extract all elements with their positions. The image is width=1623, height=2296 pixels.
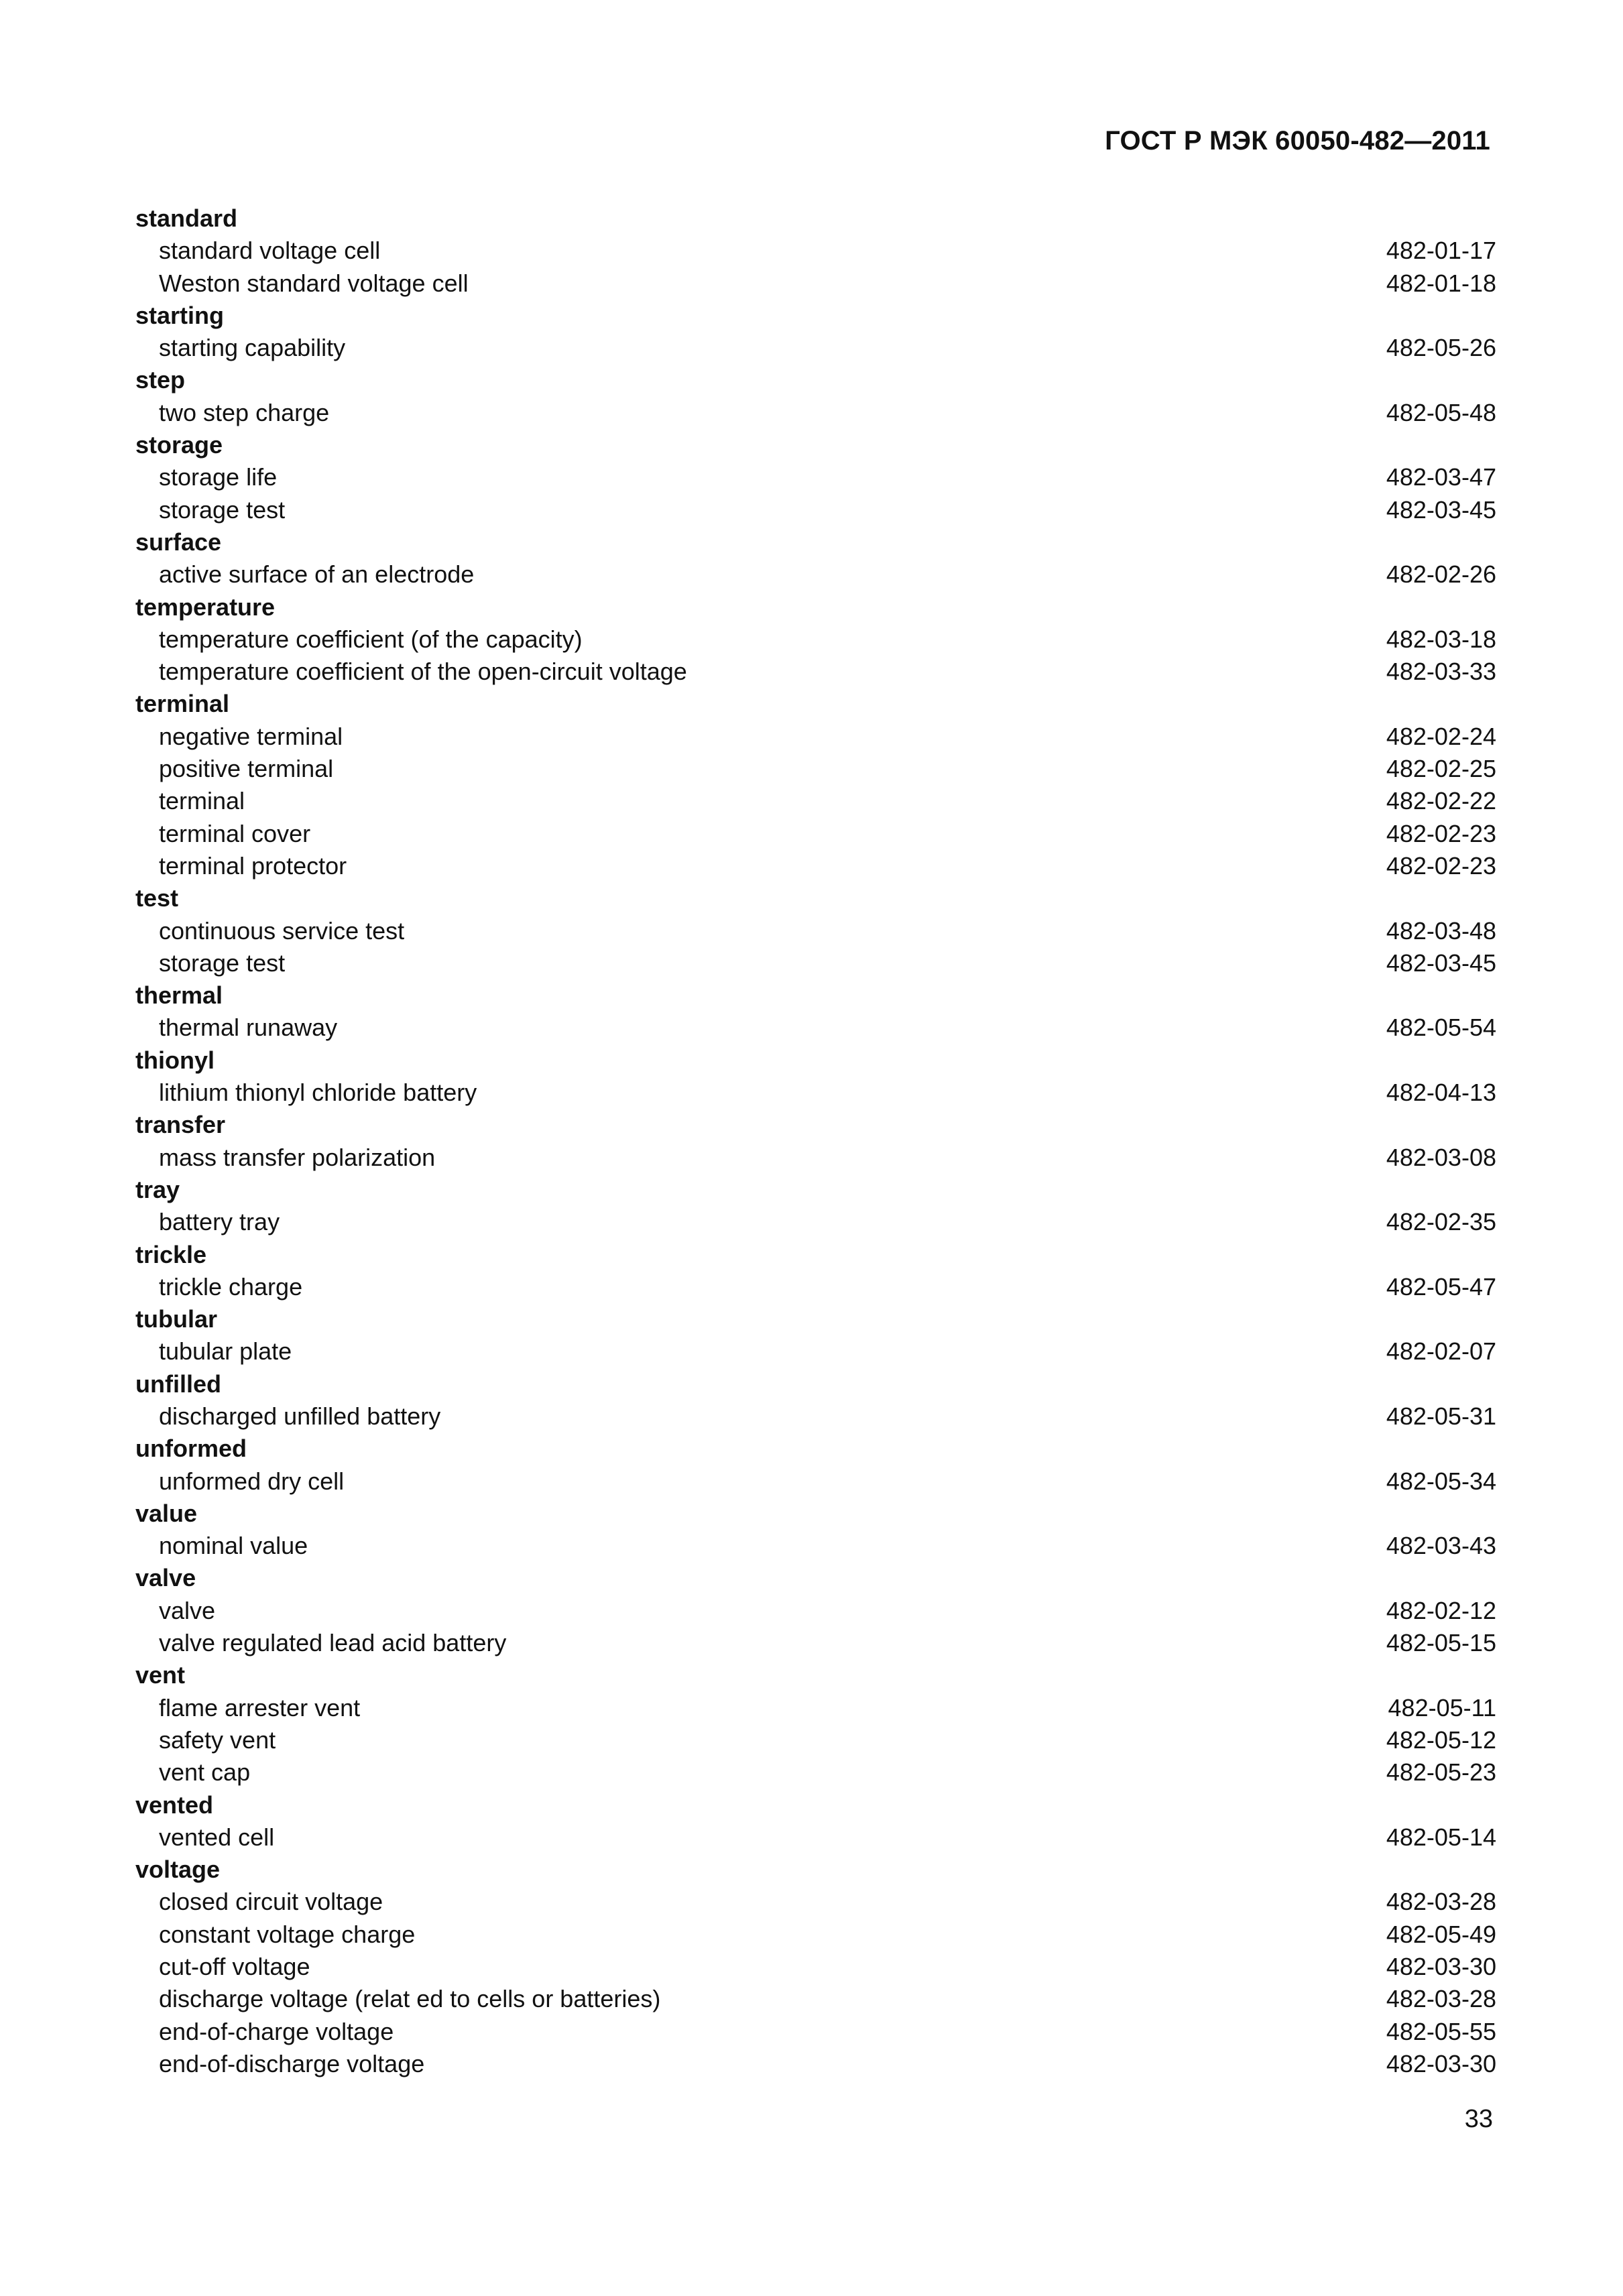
entry-term: thermal runaway [159, 1014, 338, 1042]
index-group [135, 1854, 1496, 2080]
entry-reference-number: 482-03-45 [1386, 495, 1496, 524]
index-entry [135, 1724, 1496, 1756]
index-group [135, 429, 1496, 526]
index-entry [135, 818, 1496, 850]
entry-term: starting capability [159, 334, 346, 362]
index-entry [135, 1756, 1496, 1789]
index-heading: transfer [135, 1111, 226, 1139]
index-heading: standard [135, 204, 238, 232]
entry-reference-number: 482-03-30 [1386, 1953, 1496, 1981]
document-header: ГОСТ Р МЭК 60050-482—2011 [1105, 126, 1490, 156]
index-entry [135, 461, 1496, 493]
entry-reference-number: 482-05-49 [1386, 1920, 1496, 1948]
index-entry [135, 1983, 1496, 2015]
entry-reference-number: 482-05-47 [1386, 1272, 1496, 1301]
entry-reference-number: 482-03-30 [1386, 2049, 1496, 2077]
entry-reference-number: 482-05-11 [1388, 1693, 1496, 1721]
entry-reference-number: 482-02-26 [1386, 560, 1496, 589]
index-entry [135, 267, 1496, 300]
entry-term: valve [159, 1596, 216, 1624]
index-entry [135, 1271, 1496, 1303]
index-group [135, 202, 1496, 300]
entry-reference-number: 482-05-12 [1386, 1726, 1496, 1754]
index-group [135, 1109, 1496, 1174]
index-entry [135, 785, 1496, 817]
entry-reference-number: 482-05-34 [1386, 1467, 1496, 1495]
entry-term: nominal value [159, 1532, 308, 1560]
index-group [135, 1562, 1496, 1659]
index-heading: step [135, 366, 186, 394]
index-group [135, 688, 1496, 882]
entry-term: end-of-charge voltage [159, 2017, 394, 2045]
entry-term: standard voltage cell [159, 237, 381, 265]
entry-term: valve regulated lead acid battery [159, 1629, 507, 1657]
entry-term: terminal [159, 787, 245, 815]
entry-term: vent cap [159, 1758, 251, 1787]
entry-term: safety vent [159, 1726, 276, 1754]
entry-reference-number: 482-05-31 [1386, 1402, 1496, 1430]
entry-reference-number: 482-05-15 [1386, 1629, 1496, 1657]
index-entry [135, 1530, 1496, 1562]
entry-term: storage test [159, 949, 286, 977]
index-entry [135, 1692, 1496, 1724]
entry-reference-number: 482-03-47 [1386, 463, 1496, 491]
entry-reference-number: 482-02-23 [1386, 851, 1496, 880]
entry-reference-number: 482-05-55 [1386, 2017, 1496, 2045]
index-group [135, 882, 1496, 979]
entry-reference-number: 482-05-54 [1386, 1014, 1496, 1042]
index-entry [135, 558, 1496, 591]
entry-reference-number: 482-01-18 [1386, 269, 1496, 297]
entry-term: terminal protector [159, 851, 347, 880]
index-heading: vent [135, 1661, 186, 1689]
index-heading: surface [135, 528, 222, 556]
index-entry [135, 2048, 1496, 2080]
entry-reference-number: 482-02-35 [1386, 1208, 1496, 1236]
index-entry [135, 1821, 1496, 1854]
entry-reference-number: 482-03-43 [1386, 1532, 1496, 1560]
index-entry [135, 397, 1496, 429]
index-entry [135, 1400, 1496, 1433]
entry-term: battery tray [159, 1208, 280, 1236]
index-entry [135, 656, 1496, 688]
index-heading: terminal [135, 690, 230, 718]
index-heading: trickle [135, 1240, 207, 1268]
index-entry [135, 1886, 1496, 1918]
entry-reference-number: 482-03-18 [1386, 625, 1496, 653]
index-heading: thermal [135, 981, 223, 1010]
index-entry [135, 1335, 1496, 1368]
index-entry [135, 1595, 1496, 1627]
entry-reference-number: 482-02-24 [1386, 722, 1496, 750]
entry-term: unformed dry cell [159, 1467, 345, 1495]
index-heading: starting [135, 301, 225, 329]
entry-term: closed circuit voltage [159, 1888, 383, 1916]
entry-term: two step charge [159, 398, 330, 426]
index-group [135, 526, 1496, 591]
index-entry [135, 623, 1496, 656]
index-entry [135, 1142, 1496, 1174]
entry-reference-number: 482-05-14 [1386, 1823, 1496, 1851]
entry-term: cut-off voltage [159, 1953, 310, 1981]
entry-reference-number: 482-02-25 [1386, 755, 1496, 783]
index-group [135, 1044, 1496, 1109]
index-group [135, 1659, 1496, 1789]
index-group [135, 300, 1496, 365]
page-number: 33 [1464, 2105, 1493, 2133]
entry-term: tubular plate [159, 1337, 292, 1366]
entry-term: end-of-discharge voltage [159, 2049, 425, 2077]
entry-term: temperature coefficient (of the capacity) [159, 625, 583, 653]
entry-term: storage test [159, 495, 286, 524]
entry-reference-number: 482-05-48 [1386, 398, 1496, 426]
index-heading: storage [135, 431, 223, 459]
entry-reference-number: 482-03-08 [1386, 1143, 1496, 1171]
index-group [135, 1498, 1496, 1563]
entry-term: discharged unfilled battery [159, 1402, 441, 1430]
index-heading: valve [135, 1564, 196, 1592]
index-entry [135, 1627, 1496, 1659]
entry-term: lithium thionyl chloride battery [159, 1079, 477, 1107]
index-group [135, 979, 1496, 1044]
index-group [135, 1789, 1496, 1854]
index-entry [135, 332, 1496, 364]
index-group [135, 1433, 1496, 1498]
entry-reference-number: 482-02-23 [1386, 819, 1496, 847]
entry-term: active surface of an electrode [159, 560, 475, 589]
index-heading: temperature [135, 593, 276, 621]
index-heading: value [135, 1499, 198, 1527]
index-group [135, 364, 1496, 429]
entry-term: temperature coefficient of the open-circuit voltage [159, 658, 687, 686]
entry-reference-number: 482-05-26 [1386, 334, 1496, 362]
entry-term: trickle charge [159, 1272, 303, 1301]
index-heading: unfilled [135, 1370, 221, 1398]
index-entry [135, 235, 1496, 267]
entry-reference-number: 482-03-33 [1386, 658, 1496, 686]
entry-term: negative terminal [159, 722, 343, 750]
index-entry [135, 850, 1496, 882]
index-entry [135, 1077, 1496, 1109]
index-group [135, 591, 1496, 688]
index-heading: tubular [135, 1305, 217, 1333]
index-entry [135, 1465, 1496, 1498]
entry-reference-number: 482-02-12 [1386, 1596, 1496, 1624]
index-heading: thionyl [135, 1046, 215, 1074]
entry-reference-number: 482-03-28 [1386, 1985, 1496, 2013]
entry-term: terminal cover [159, 819, 311, 847]
index-entry [135, 915, 1496, 947]
entry-term: vented cell [159, 1823, 275, 1851]
index-heading: vented [135, 1791, 214, 1819]
index-heading: tray [135, 1175, 180, 1203]
index-group [135, 1239, 1496, 1304]
entry-term: mass transfer polarization [159, 1143, 436, 1171]
entry-term: constant voltage charge [159, 1920, 416, 1948]
entry-term: positive terminal [159, 755, 334, 783]
entry-reference-number: 482-03-28 [1386, 1888, 1496, 1916]
term-index [135, 202, 1496, 2080]
entry-reference-number: 482-02-22 [1386, 787, 1496, 815]
index-entry [135, 2016, 1496, 2048]
index-entry [135, 721, 1496, 753]
index-entry [135, 753, 1496, 785]
index-group [135, 1368, 1496, 1433]
entry-reference-number: 482-04-13 [1386, 1079, 1496, 1107]
entry-reference-number: 482-03-48 [1386, 916, 1496, 945]
index-heading: voltage [135, 1856, 221, 1884]
index-entry [135, 1012, 1496, 1044]
index-entry [135, 1206, 1496, 1238]
entry-reference-number: 482-03-45 [1386, 949, 1496, 977]
entry-term: flame arrester vent [159, 1693, 361, 1721]
index-entry [135, 1919, 1496, 1951]
index-group [135, 1174, 1496, 1239]
entry-term: storage life [159, 463, 278, 491]
entry-term: continuous service test [159, 916, 405, 945]
index-heading: unformed [135, 1435, 247, 1463]
index-entry [135, 1951, 1496, 1983]
entry-reference-number: 482-01-17 [1386, 237, 1496, 265]
entry-reference-number: 482-05-23 [1386, 1758, 1496, 1787]
index-entry [135, 494, 1496, 526]
index-entry [135, 947, 1496, 979]
entry-reference-number: 482-02-07 [1386, 1337, 1496, 1366]
index-group [135, 1303, 1496, 1368]
index-heading: test [135, 884, 179, 912]
entry-term: discharge voltage (relat ed to cells or batteries) [159, 1985, 661, 2013]
entry-term: Weston standard voltage cell [159, 269, 469, 297]
